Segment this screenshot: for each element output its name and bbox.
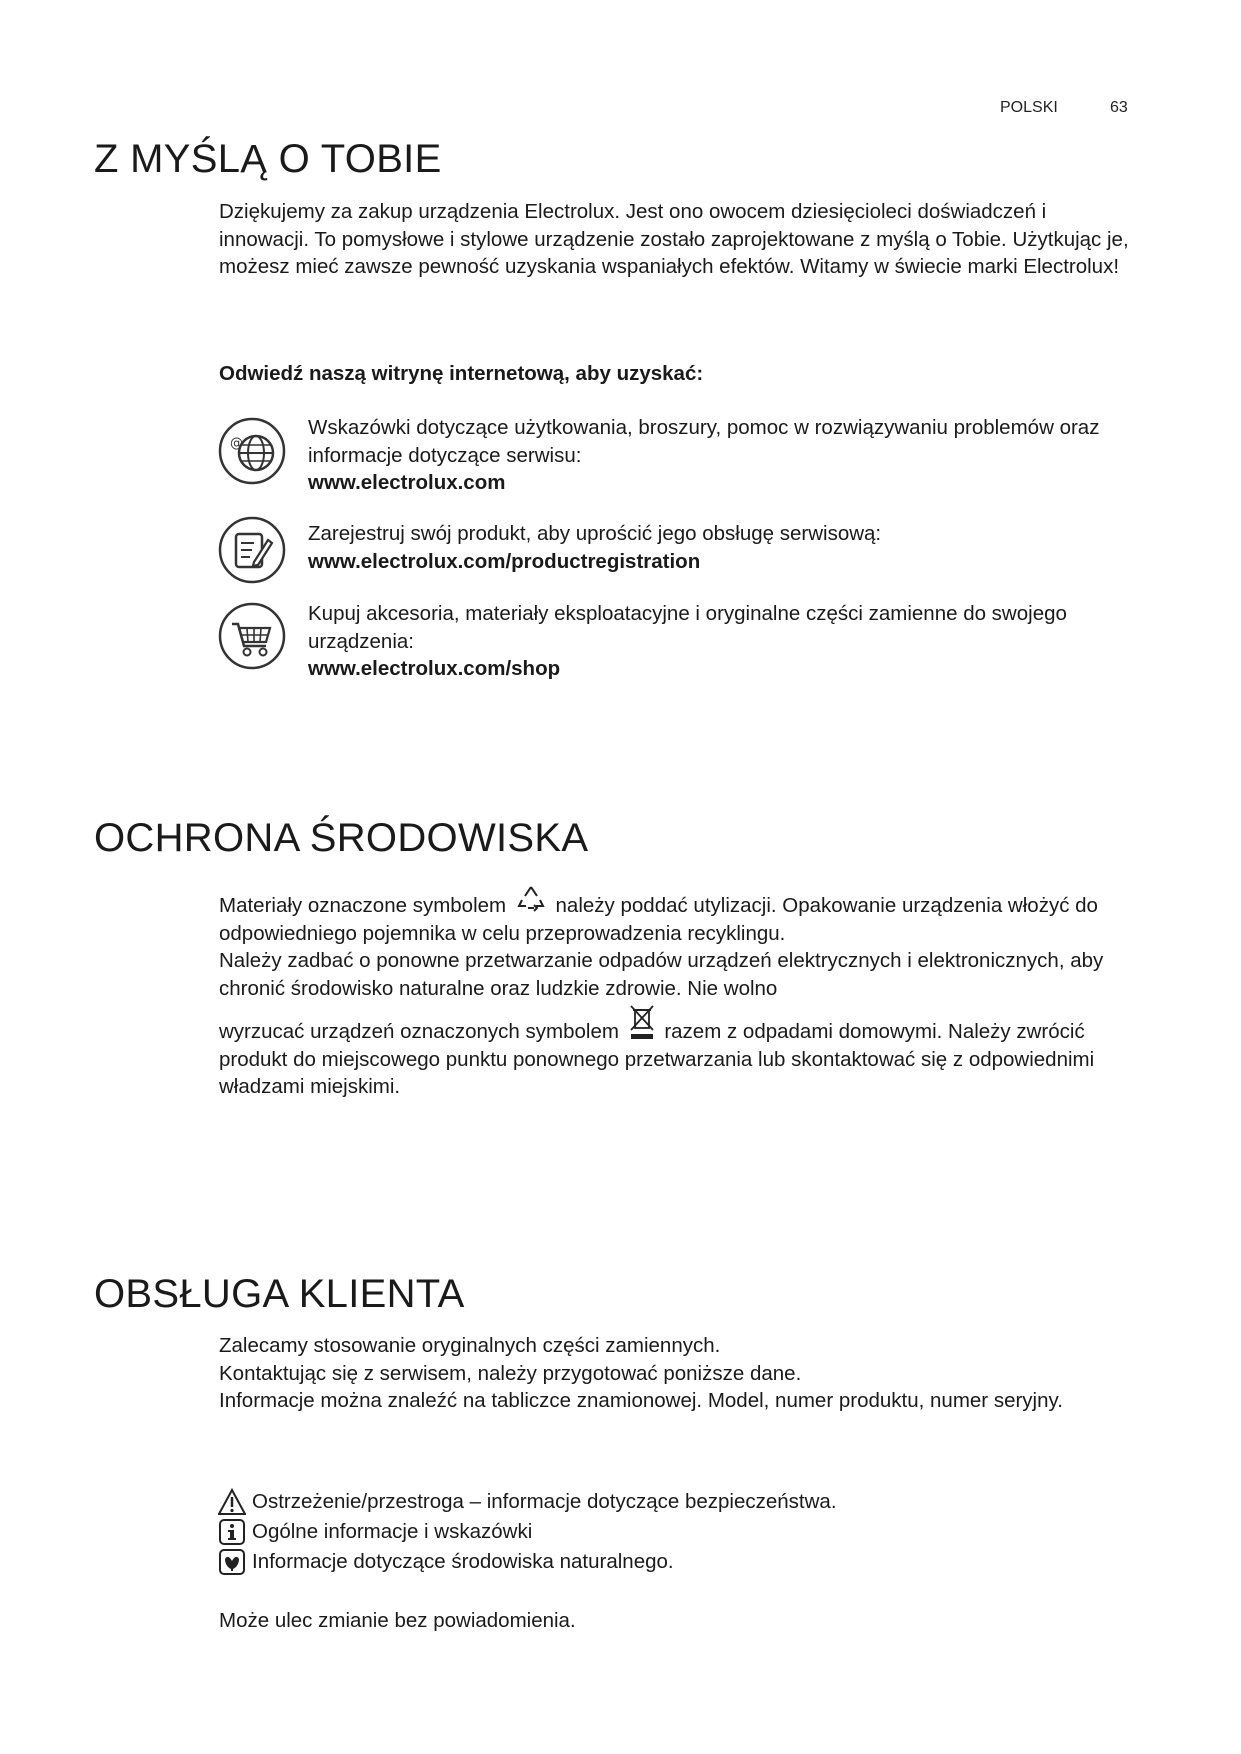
header-language: POLSKI (1000, 99, 1058, 116)
link-url-registration[interactable]: www.electrolux.com/productregistration (308, 549, 701, 573)
change-notice: Może ulec zmianie bez powiadomienia. (219, 1609, 576, 1632)
crossed-bin-icon (629, 1004, 655, 1042)
section-title-customer-service: OBSŁUGA KLIENTA (94, 1272, 465, 1316)
legend-warning (218, 1487, 837, 1517)
link-item-shop (308, 600, 1138, 683)
weee-text-before: wyrzucać urządzeń oznaczonych symbolem (219, 1020, 619, 1043)
shopping-cart-icon (218, 602, 286, 670)
link-item-registration (308, 520, 1138, 575)
environment-text-3 (219, 1004, 1139, 1101)
intro-text: Dziękujemy za zakup urządzenia Electrolux. Jest ono owocem dziesięcioleci doświadczeń i innowacji. To pomysłowe i stylowe urządzenie zostało zaprojektowane z myślą o Tobie. Użytkując je, możesz mieć zawsze pewność uzyskania wspaniałych efektów. Witamy w świecie marki Electrolux! (219, 200, 1129, 278)
environment-text-1 (219, 884, 1139, 947)
legend-info-text: Ogólne informacje i wskazówki (252, 1520, 533, 1543)
recycle-text-after: należy poddać utylizacji. Opakowanie urządzenia włożyć do odpowiedniego pojemnika w celu przeprowadzenia recyklingu. (219, 894, 1098, 945)
link-text-support: Wskazówki dotyczące użytkowania, broszury, pomoc w rozwiązywaniu problemów oraz informacje dotyczące serwisu: (308, 416, 1100, 467)
service-line-2: Kontaktując się z serwisem, należy przygotować poniższe dane. (219, 1361, 802, 1385)
registration-icon (218, 516, 286, 584)
section-title-thinking-of-you: Z MYŚLĄ O TOBIE (94, 137, 442, 181)
legend-warning-text: Ostrzeżenie/przestroga – informacje dotyczące bezpieczeństwa. (252, 1490, 837, 1513)
environment-paragraph (219, 884, 1139, 1101)
link-text-registration: Zarejestruj swój produkt, aby uprościć jego obsługę serwisową: (308, 522, 882, 545)
page-number: 63 (1110, 99, 1128, 116)
service-line-3: Informacje można znaleźć na tabliczce znamionowej. Model, numer produktu, numer seryjny. (219, 1389, 1063, 1412)
globe-icon (218, 417, 286, 485)
link-url-support[interactable]: www.electrolux.com (308, 471, 506, 494)
link-url-shop[interactable]: www.electrolux.com/shop (308, 657, 561, 680)
legend-info (218, 1517, 532, 1547)
weee-text-after: razem z odpadami domowymi. Należy zwrócić produkt do miejscowego punktu ponownego przetwarzania lub skontaktować się z odpowiednimi władzami miejskimi. (219, 1020, 1095, 1098)
customer-service-paragraph (219, 1332, 1139, 1415)
section-title-environment: OCHRONA ŚRODOWISKA (94, 816, 589, 860)
link-item-support (308, 414, 1138, 497)
environment-icon (218, 1548, 246, 1576)
legend-environment-text: Informacje dotyczące środowiska naturalnego. (252, 1550, 674, 1573)
link-text-shop: Kupuj akcesoria, materiały eksploatacyjne i oryginalne części zamienne do swojego urządzenia: (308, 602, 1067, 653)
legend-environment (218, 1547, 674, 1577)
visit-heading: Odwiedź naszą witrynę internetową, aby uzyskać: (219, 362, 704, 385)
recycle-text-before: Materiały oznaczone symbolem (219, 894, 507, 917)
warning-icon (218, 1488, 246, 1516)
info-icon (218, 1518, 246, 1546)
svg-text:@: @ (230, 436, 243, 451)
intro-paragraph (219, 198, 1139, 281)
service-line-1: Zalecamy stosowanie oryginalnych części zamiennych. (219, 1334, 721, 1357)
recycle-icon (516, 884, 546, 914)
environment-text-2: Należy zadbać o ponowne przetwarzanie odpadów urządzeń elektrycznych i elektronicznych, aby chronić środowisko naturalne oraz ludzkie zdrowie. Nie wolno (219, 949, 1104, 1000)
